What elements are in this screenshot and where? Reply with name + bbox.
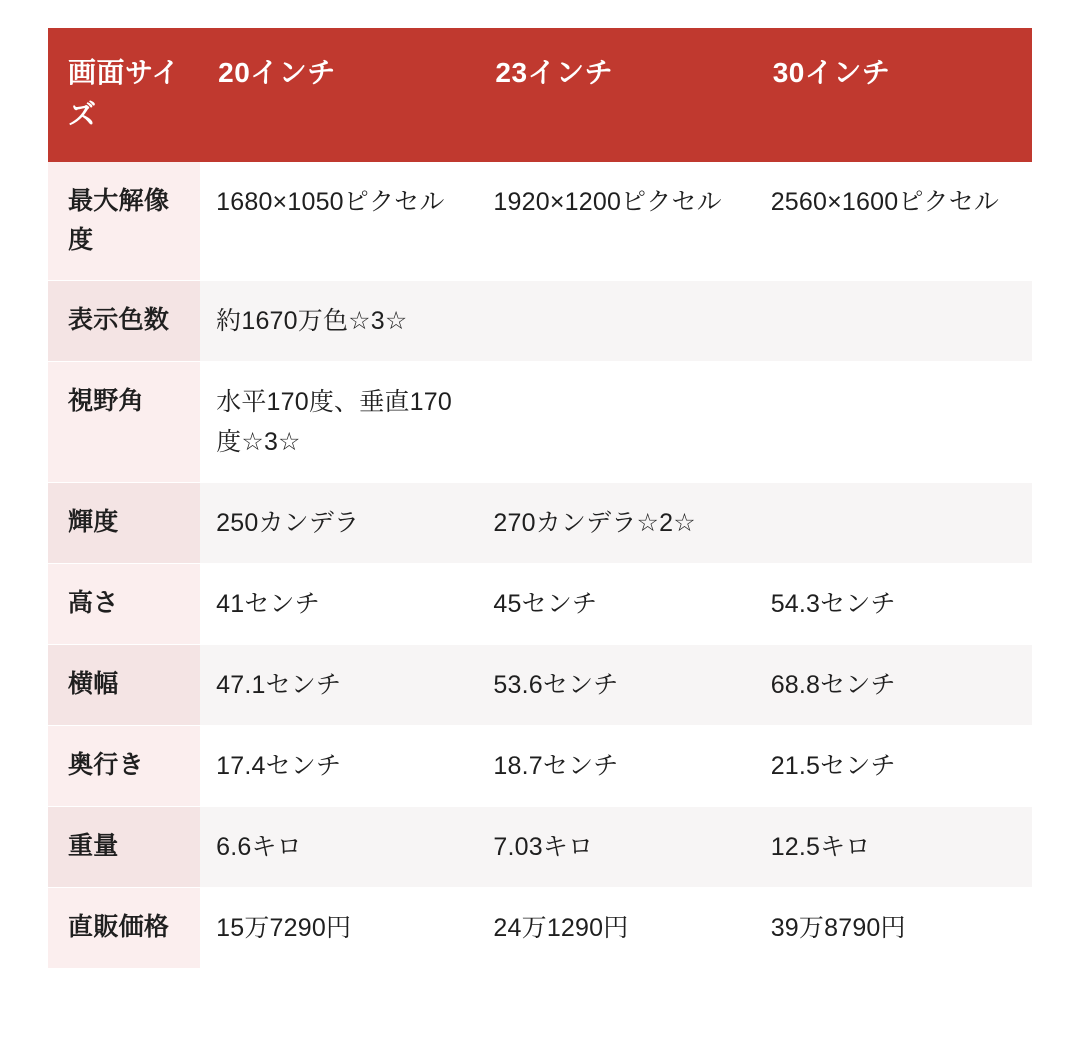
row-label: 横幅 bbox=[48, 644, 200, 725]
table-cell: 45センチ bbox=[477, 563, 754, 644]
header-cell-30inch: 30インチ bbox=[755, 28, 1032, 162]
table-row bbox=[48, 280, 1032, 361]
row-label: 奥行き bbox=[48, 725, 200, 806]
table-cell: 7.03キロ bbox=[477, 806, 754, 887]
row-label: 最大解像度 bbox=[48, 162, 200, 280]
row-label: 表示色数 bbox=[48, 280, 200, 361]
table-header bbox=[48, 28, 1032, 162]
header-cell-screen-size: 画面サイズ bbox=[48, 28, 200, 162]
table-cell: 68.8センチ bbox=[755, 644, 1032, 725]
table-header-row bbox=[48, 28, 1032, 162]
row-label: 輝度 bbox=[48, 482, 200, 563]
table-row bbox=[48, 361, 1032, 482]
table-cell: 18.7センチ bbox=[477, 725, 754, 806]
row-label: 直販価格 bbox=[48, 887, 200, 968]
table-cell bbox=[477, 280, 754, 361]
table-cell bbox=[755, 361, 1032, 482]
table-cell: 54.3センチ bbox=[755, 563, 1032, 644]
table-cell: 53.6センチ bbox=[477, 644, 754, 725]
table-row bbox=[48, 644, 1032, 725]
table-row bbox=[48, 887, 1032, 968]
table-row bbox=[48, 725, 1032, 806]
table-row bbox=[48, 563, 1032, 644]
table-cell: 24万1290円 bbox=[477, 887, 754, 968]
table-cell: 6.6キロ bbox=[200, 806, 477, 887]
table-body bbox=[48, 162, 1032, 968]
table-cell: 2560×1600ピクセル bbox=[755, 162, 1032, 280]
table-cell: 15万7290円 bbox=[200, 887, 477, 968]
table-cell: 水平170度、垂直170度☆3☆ bbox=[200, 361, 477, 482]
table-row bbox=[48, 482, 1032, 563]
table-cell: 270カンデラ☆2☆ bbox=[477, 482, 754, 563]
row-label: 視野角 bbox=[48, 361, 200, 482]
table-cell: 1680×1050ピクセル bbox=[200, 162, 477, 280]
table-row bbox=[48, 162, 1032, 280]
table-cell bbox=[755, 482, 1032, 563]
table-cell: 12.5キロ bbox=[755, 806, 1032, 887]
table-cell: 21.5センチ bbox=[755, 725, 1032, 806]
table-cell bbox=[477, 361, 754, 482]
header-cell-23inch: 23インチ bbox=[477, 28, 754, 162]
table-cell bbox=[755, 280, 1032, 361]
row-label: 高さ bbox=[48, 563, 200, 644]
header-cell-20inch: 20インチ bbox=[200, 28, 477, 162]
table-cell: 1920×1200ピクセル bbox=[477, 162, 754, 280]
table-cell: 17.4センチ bbox=[200, 725, 477, 806]
table-cell: 約1670万色☆3☆ bbox=[200, 280, 477, 361]
table-cell: 250カンデラ bbox=[200, 482, 477, 563]
table-cell: 41センチ bbox=[200, 563, 477, 644]
table-row bbox=[48, 806, 1032, 887]
monitor-spec-table bbox=[48, 28, 1032, 969]
table-cell: 47.1センチ bbox=[200, 644, 477, 725]
table-cell: 39万8790円 bbox=[755, 887, 1032, 968]
row-label: 重量 bbox=[48, 806, 200, 887]
